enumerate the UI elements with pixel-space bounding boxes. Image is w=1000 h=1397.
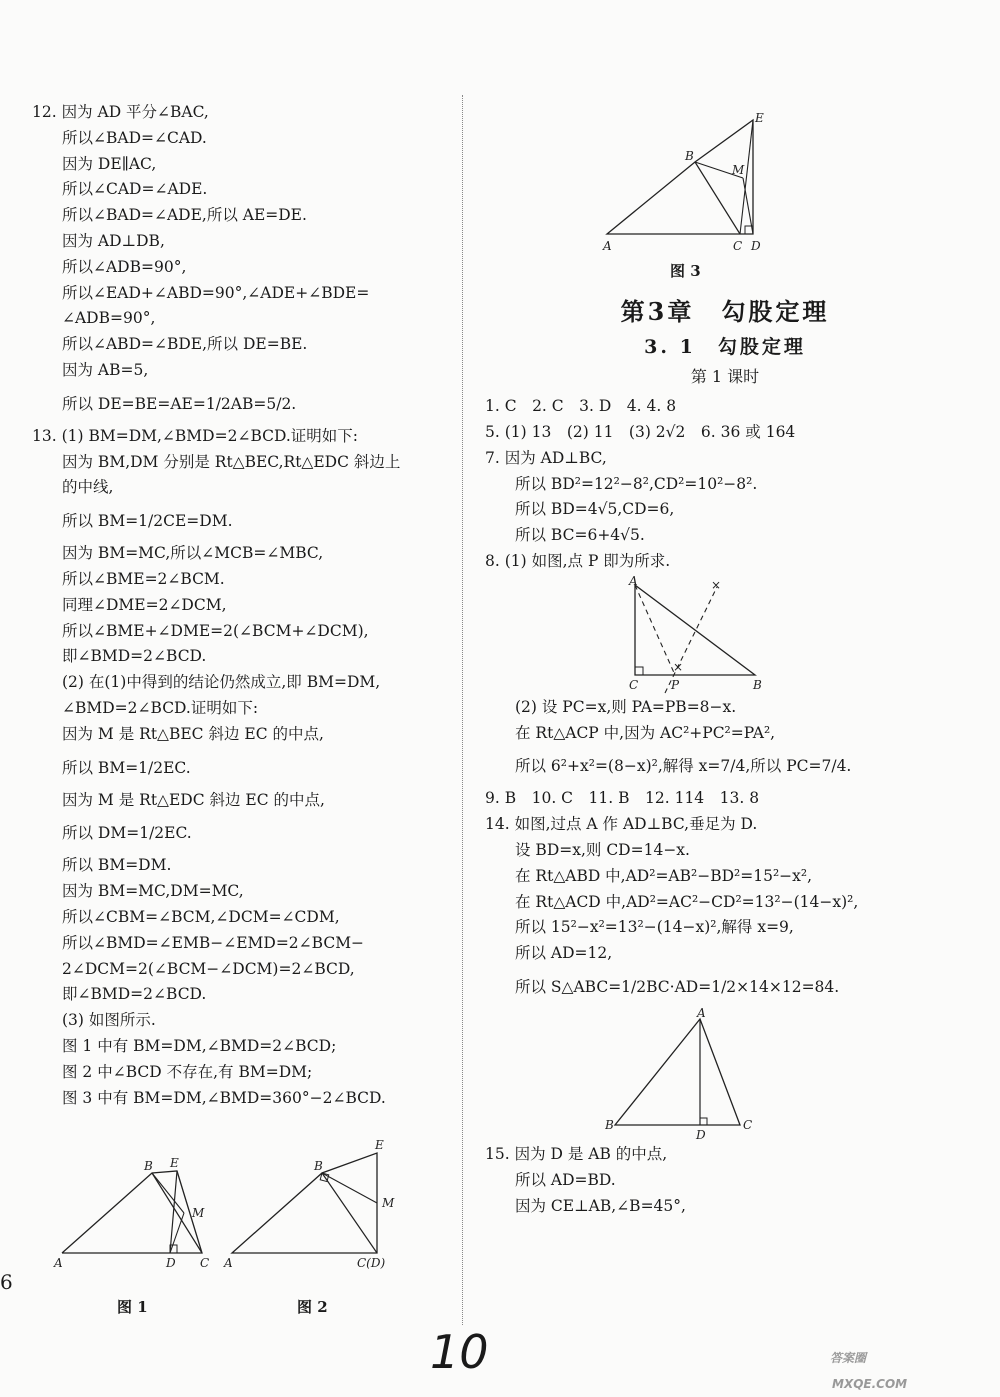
text-line: 所以 BD=4√5,CD=6, xyxy=(515,500,675,519)
text-line: 1. C 2. C 3. D 4. 4. 8 xyxy=(485,397,677,416)
figure-1-caption: 图 1 xyxy=(117,1298,148,1317)
text-line: ∠BMD=2∠BCD.证明如下: xyxy=(62,698,259,717)
text-line: 因为 AD⊥DB, xyxy=(62,231,165,250)
text-line: 所以∠ABD=∠BDE,所以 DE=BE. xyxy=(62,335,308,354)
text-line: 所以 AD=12, xyxy=(515,944,613,963)
svg-text:C: C xyxy=(743,1117,753,1132)
text-line: 即∠BMD=2∠BCD. xyxy=(62,647,207,666)
figure-problem-14 xyxy=(605,1007,1000,1142)
text-line: 所以 S△ABC=1/2BC·AD=1/2×14×12=84. xyxy=(515,977,840,996)
svg-text:C: C xyxy=(629,677,639,692)
text-line: 7. 因为 AD⊥BC, xyxy=(485,448,607,467)
text-line: 的中线, xyxy=(62,478,114,497)
text-line: 因为 BM,DM 分别是 Rt△BEC,Rt△EDC 斜边上 xyxy=(62,452,401,471)
svg-text:E: E xyxy=(170,1156,179,1171)
column-divider xyxy=(462,95,463,1325)
text-line: 在 Rt△ACD 中,AD²=AC²−CD²=13²−(14−x)², xyxy=(515,892,859,911)
text-line: 图 3 中有 BM=DM,∠BMD=360°−2∠BCD. xyxy=(62,1088,386,1107)
section-title: 3. 1 勾股定理 xyxy=(644,335,806,358)
text-line: 在 Rt△ACP 中,因为 AC²+PC²=PA², xyxy=(515,723,776,742)
text-line: 8. (1) 如图,点 P 即为所求. xyxy=(485,551,671,570)
svg-text:A: A xyxy=(224,1256,233,1271)
text-line: 因为 DE∥AC, xyxy=(62,154,157,173)
svg-text:E: E xyxy=(755,111,764,125)
text-line: 所以 15²−x²=13²−(14−x)²,解得 x=9, xyxy=(515,918,794,937)
text-line: 所以 DM=1/2EC. xyxy=(62,824,192,843)
svg-text:P: P xyxy=(671,677,680,692)
figure-3-caption: 图 3 xyxy=(670,262,701,280)
svg-text:C: C xyxy=(200,1256,210,1271)
lesson-title: 第 1 课时 xyxy=(690,367,760,387)
svg-text:M: M xyxy=(192,1206,205,1221)
svg-text:C(D): C(D) xyxy=(357,1256,386,1271)
text-line: 所以 BC=6+4√5. xyxy=(515,526,645,545)
text-line: 13. (1) BM=DM,∠BMD=2∠BCD.证明如下: xyxy=(32,426,359,445)
svg-text:B: B xyxy=(753,677,762,692)
left-column xyxy=(32,100,442,1321)
text-line: 所以∠CBM=∠BCM,∠DCM=∠CDM, xyxy=(62,907,340,926)
chapter-title: 第3章 勾股定理 xyxy=(620,296,830,326)
text-line: 所以∠BMD=∠EMB−∠EMD=2∠BCM− xyxy=(62,933,365,952)
right-column xyxy=(485,110,965,1219)
svg-text:A: A xyxy=(54,1256,63,1271)
text-line: 所以∠BME+∠DME=2(∠BCM+∠DCM), xyxy=(62,621,369,640)
text-line: 9. B 10. C 11. B 12. 114 13. 8 xyxy=(485,789,760,808)
figure-problem-8 xyxy=(605,575,1000,695)
handwritten-page-number: 10 xyxy=(430,1325,489,1379)
svg-text:A: A xyxy=(603,239,612,253)
text-line: (2) 在(1)中得到的结论仍然成立,即 BM=DM, xyxy=(62,673,381,692)
svg-text:B: B xyxy=(314,1159,323,1174)
svg-text:×: × xyxy=(673,659,684,674)
text-line: 12. 因为 AD 平分∠BAC, xyxy=(32,103,209,121)
text-line: 因为 M 是 Rt△BEC 斜边 EC 的中点, xyxy=(62,724,324,743)
watermark-logo xyxy=(820,1330,995,1395)
text-line: 图 1 中有 BM=DM,∠BMD=2∠BCD; xyxy=(62,1036,337,1055)
figure-3 xyxy=(595,110,1000,255)
svg-text:M: M xyxy=(382,1196,395,1211)
text-line: 因为 CE⊥AB,∠B=45°, xyxy=(515,1196,686,1215)
text-line: 所以 BM=1/2CE=DM. xyxy=(62,512,233,531)
text-line: 因为 BM=MC,所以∠MCB=∠MBC, xyxy=(62,544,324,563)
text-line: 设 BD=x,则 CD=14−x. xyxy=(515,840,690,859)
svg-text:D: D xyxy=(166,1256,176,1271)
text-line: ∠ADB=90°, xyxy=(62,309,156,328)
svg-text:B: B xyxy=(144,1159,153,1174)
svg-text:M: M xyxy=(732,163,745,177)
text-line: 2∠DCM=2(∠BCM−∠DCM)=2∠BCD, xyxy=(62,959,355,978)
figure-2 xyxy=(223,1138,395,1270)
text-line: 所以 AD=BD. xyxy=(515,1170,616,1189)
text-line: (2) 设 PC=x,则 PA=PB=8−x. xyxy=(515,697,737,716)
svg-text:×: × xyxy=(711,577,722,592)
text-line: 所以 BM=DM. xyxy=(62,856,172,875)
text-line: 同理∠DME=2∠DCM, xyxy=(62,595,227,614)
text-line: 15. 因为 D 是 AB 的中点, xyxy=(485,1144,668,1163)
svg-text:A: A xyxy=(629,574,638,588)
text-line: 因为 AB=5, xyxy=(62,360,149,379)
watermark-url: MXQE.COM xyxy=(832,1377,908,1391)
text-line: 所以∠CAD=∠ADE. xyxy=(62,180,208,199)
text-line: (3) 如图所示. xyxy=(62,1011,156,1030)
figure-captions xyxy=(32,1295,442,1321)
svg-text:B: B xyxy=(605,1117,614,1132)
text-line: 所以∠BME=2∠BCM. xyxy=(62,569,225,588)
svg-text:E: E xyxy=(375,1138,384,1153)
figures-1-2 xyxy=(32,1125,442,1295)
text-line: 所以∠ADB=90°, xyxy=(62,257,187,276)
text-line: 图 2 中∠BCD 不存在,有 BM=DM; xyxy=(62,1062,313,1081)
svg-text:C: C xyxy=(733,239,743,253)
text-line: 所以∠BAD=∠CAD. xyxy=(62,128,207,147)
svg-text:B: B xyxy=(685,149,694,163)
text-line: 所以 BM=1/2EC. xyxy=(62,758,191,777)
text-line: 所以∠BAD=∠ADE,所以 AE=DE. xyxy=(62,206,307,225)
svg-text:A: A xyxy=(697,1006,706,1020)
text-line: 14. 如图,过点 A 作 AD⊥BC,垂足为 D. xyxy=(485,815,758,834)
svg-text:D: D xyxy=(751,239,761,253)
text-line: 所以 DE=BE=AE=1/2AB=5/2. xyxy=(62,394,297,413)
text-line: 在 Rt△ABD 中,AD²=AB²−BD²=15²−x², xyxy=(515,866,813,885)
text-line: 所以 6²+x²=(8−x)²,解得 x=7/4,所以 PC=7/4. xyxy=(515,757,852,776)
text-line: 因为 M 是 Rt△EDC 斜边 EC 的中点, xyxy=(62,790,325,809)
text-line: 因为 BM=MC,DM=MC, xyxy=(62,882,244,901)
text-line: 即∠BMD=2∠BCD. xyxy=(62,985,207,1004)
text-line: 5. (1) 13 (2) 11 (3) 2√2 6. 36 或 164 xyxy=(485,422,796,441)
watermark-cn: 答案圈 xyxy=(830,1351,867,1365)
text-line: 所以∠EAD+∠ABD=90°,∠ADE+∠BDE= xyxy=(62,283,370,302)
svg-text:D: D xyxy=(696,1127,706,1142)
figure-2-caption: 图 2 xyxy=(297,1298,328,1317)
text-line: 所以 BD²=12²−8²,CD²=10²−8². xyxy=(515,474,758,493)
figure-1 xyxy=(53,1156,209,1270)
page-number: 6 xyxy=(0,1270,13,1294)
